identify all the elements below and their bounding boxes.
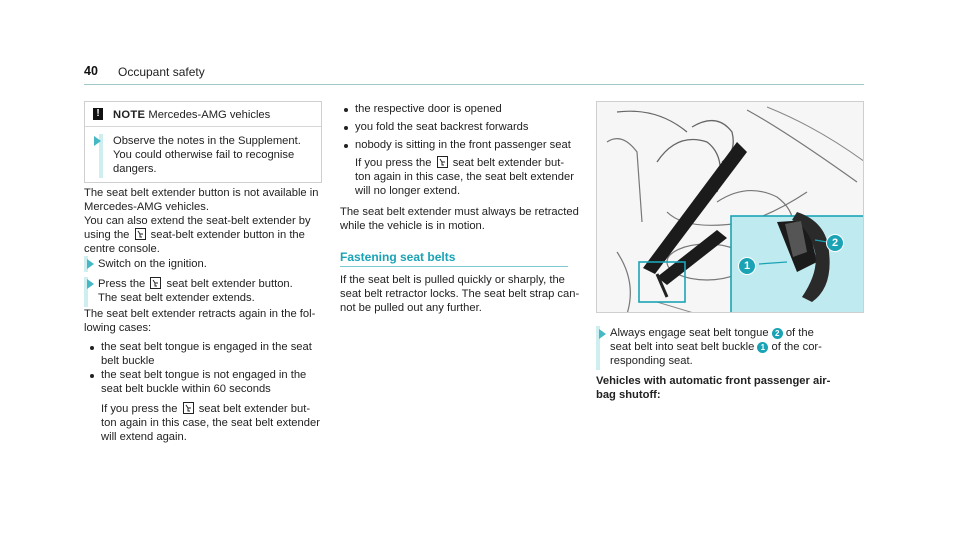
text-span: using the — [84, 229, 133, 241]
col2-paragraph-2 — [340, 273, 579, 315]
text-line: Vehicles with automatic front passenger air- — [596, 375, 831, 387]
text-span: of the cor- — [768, 341, 822, 353]
col2-paragraph-1 — [340, 205, 579, 233]
text-span: seat belt into seat belt buckle — [610, 341, 758, 353]
bullet-icon — [344, 144, 348, 148]
list-item-note — [101, 402, 320, 444]
callout-1-inline: 1 — [757, 342, 768, 353]
text-span: If you press the — [101, 403, 181, 415]
text-line: will no longer extend. — [355, 185, 461, 197]
text-line: ton again in this case, the seat belt extender — [101, 417, 320, 429]
text-line — [610, 326, 822, 340]
text-line: will extend again. — [101, 431, 187, 443]
text-line: The seat belt extender must always be retracted — [340, 206, 579, 218]
list-item: you fold the seat backrest forwards — [355, 121, 529, 133]
note-line: dangers. — [113, 163, 157, 175]
col1-paragraph-3 — [84, 307, 315, 335]
text-line — [101, 402, 320, 416]
text-line: the seat belt tongue is engaged in the seat — [101, 341, 312, 353]
seat-belt-extender-icon — [135, 228, 146, 240]
list-item — [101, 340, 312, 368]
subheading-fastening-seat-belts: Fastening seat belts — [340, 250, 456, 264]
note-body — [113, 134, 318, 176]
text-span: seat-belt extender button in the — [147, 229, 305, 241]
text-line: not be pulled out any further. — [340, 302, 482, 314]
seat-belt-extender-icon — [183, 402, 194, 414]
text-line: Mercedes-AMG vehicles. — [84, 201, 209, 213]
text-span: If you press the — [355, 157, 435, 169]
text-span: Press the — [98, 278, 149, 290]
step-switch-on-ignition: Switch on the ignition. — [98, 258, 207, 270]
bullet-icon — [344, 126, 348, 130]
note-line: You could otherwise fail to recognise — [113, 149, 295, 161]
text-line — [98, 277, 293, 291]
callout-2-inline: 2 — [772, 328, 783, 339]
note-title — [113, 108, 270, 122]
header-rule — [84, 84, 864, 85]
bullet-icon — [90, 346, 94, 350]
text-line: seat belt buckle within 60 seconds — [101, 383, 271, 395]
step-arrow-icon — [599, 329, 606, 339]
bullet-icon — [344, 108, 348, 112]
text-line: the seat belt tongue is not engaged in the — [101, 369, 307, 381]
note-line: Observe the notes in the Supplement. — [113, 135, 301, 147]
note-label: NOTE — [113, 109, 146, 121]
text-line: The seat belt extender button is not available in — [84, 187, 319, 199]
text-line: ton again in this case, the seat belt extender — [355, 171, 574, 183]
step-arrow-icon — [87, 279, 94, 289]
text-line: while the vehicle is in motion. — [340, 220, 485, 232]
seat-belt-illustration — [596, 101, 864, 313]
seat-belt-extender-icon — [437, 156, 448, 168]
col1-paragraph-2 — [84, 214, 311, 256]
note-header — [85, 102, 321, 127]
text-line — [610, 340, 822, 354]
callout-2: 2 — [826, 234, 844, 252]
list-item — [101, 368, 306, 396]
text-line: You can also extend the seat-belt extender by — [84, 215, 311, 227]
text-span: seat belt extender button. — [163, 278, 293, 290]
text-line: The seat belt extender retracts again in the fol- — [84, 308, 316, 320]
text-line: responding seat. — [610, 355, 693, 367]
text-line: seat belt retractor locks. The seat belt strap can- — [340, 288, 580, 300]
step-engage-tongue — [610, 326, 822, 368]
text-span: of the — [782, 327, 814, 339]
step-arrow-icon — [87, 259, 94, 269]
text-span: Always engage seat belt tongue — [610, 327, 772, 339]
text-line: lowing cases: — [84, 322, 152, 334]
section-title: Occupant safety — [118, 65, 205, 79]
text-line: bag shutoff: — [596, 389, 661, 401]
step-arrow-icon — [94, 136, 101, 146]
text-line — [355, 156, 574, 170]
callout-1: 1 — [738, 257, 756, 275]
text-line: belt buckle — [101, 355, 155, 367]
text-span: seat belt extender but- — [195, 403, 311, 415]
bullet-icon — [90, 374, 94, 378]
subheading-rule — [340, 266, 568, 267]
heading-airbag-shutoff — [596, 374, 830, 402]
text-line — [84, 228, 311, 242]
page-number: 40 — [84, 64, 98, 78]
step-press-extender — [98, 277, 293, 305]
note-box — [84, 101, 322, 183]
seat-belt-extender-icon — [150, 277, 161, 289]
text-line: If the seat belt is pulled quickly or sharply, the — [340, 274, 565, 286]
seat-belt-drawing — [597, 102, 864, 313]
warning-badge-icon: ! — [93, 108, 103, 120]
list-item: nobody is sitting in the front passenger seat — [355, 139, 571, 151]
text-line: The seat belt extender extends. — [98, 292, 255, 304]
note-title-text: Mercedes-AMG vehicles — [145, 109, 271, 121]
col1-paragraph-1 — [84, 186, 318, 214]
list-item-note — [355, 156, 574, 198]
text-span: seat belt extender but- — [449, 157, 565, 169]
text-line: centre console. — [84, 243, 160, 255]
list-item: the respective door is opened — [355, 103, 502, 115]
